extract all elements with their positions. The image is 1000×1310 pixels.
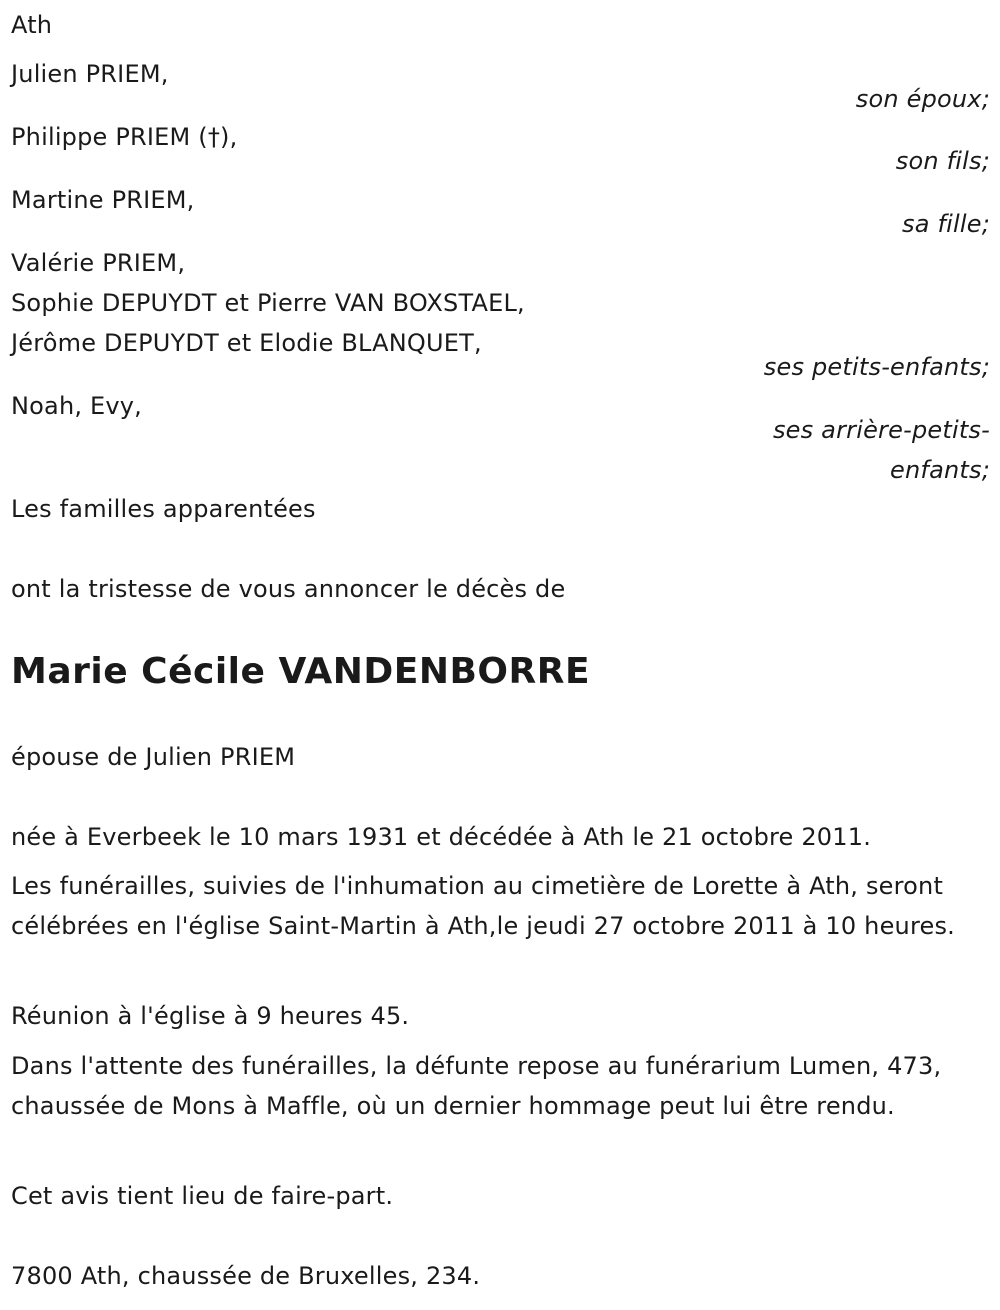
family-role-daughter: sa fille; [902,210,990,238]
related-families: Les familles apparentées [11,495,316,523]
notice-text: Cet avis tient lieu de faire-part. [11,1182,394,1210]
family-name-son: Philippe PRIEM (†), [11,123,238,151]
place-heading: Ath [11,11,53,39]
funeral-details: Les funérailles, suivies de l'inhumation au cimetière de Lorette à Ath, seront célébrées en l'église Saint-Martin à Ath,le jeudi 27 octobre 2011 à 10 heures. [11,872,955,940]
deceased-name: Marie Cécile VANDENBORRE [11,651,591,692]
announcement-text: ont la tristesse de vous annoncer le décès de [11,575,566,603]
family-name-grandchild-2: Sophie DEPUYDT et Pierre VAN BOXSTAEL, [11,289,525,317]
family-name-daughter: Martine PRIEM, [11,186,195,214]
spouse-of: épouse de Julien PRIEM [11,743,296,771]
meeting-time: Réunion à l'église à 9 heures 45. [11,1002,410,1030]
family-name-spouse: Julien PRIEM, [11,60,169,88]
family-name-great-grandchildren: Noah, Evy, [11,392,143,420]
family-role-grandchildren: ses petits-enfants; [763,353,990,381]
family-role-great-grandchildren-line1: ses arrière-petits- [772,416,990,444]
family-role-son: son fils; [895,147,990,175]
family-role-spouse: son époux; [855,85,990,113]
birth-death-dates: née à Everbeek le 10 mars 1931 et décédée à Ath le 21 octobre 2011. [11,823,872,851]
repose-details: Dans l'attente des funérailles, la défunte repose au funérarium Lumen, 473, chaussée de Mons à Maffle, où un dernier hommage peut lui être rendu. [11,1052,942,1120]
address: 7800 Ath, chaussée de Bruxelles, 234. [11,1262,481,1290]
family-name-grandchild-3: Jérôme DEPUYDT et Elodie BLANQUET, [11,329,482,357]
family-role-great-grandchildren-line2: enfants; [890,456,990,484]
family-name-grandchild-1: Valérie PRIEM, [11,249,186,277]
